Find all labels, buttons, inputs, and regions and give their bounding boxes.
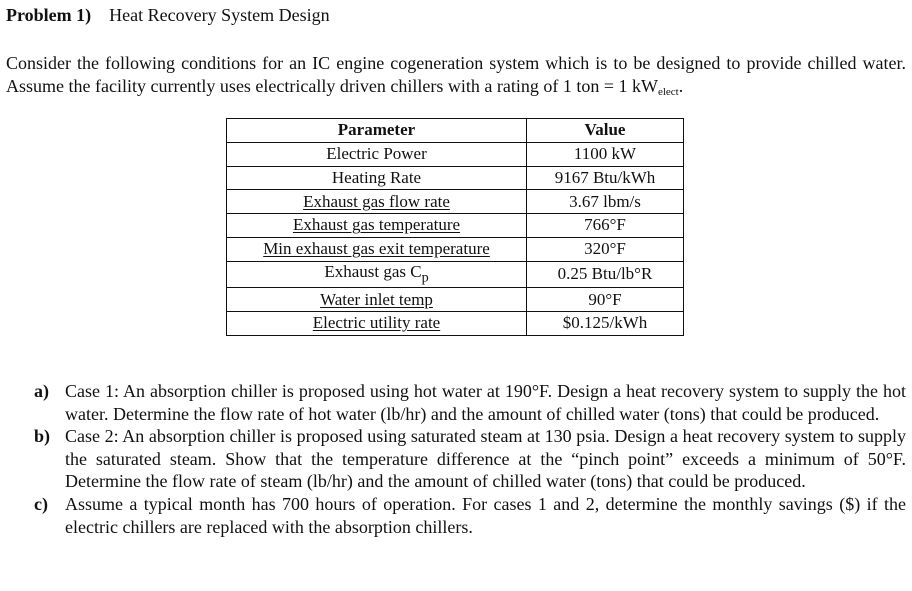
param-cell: Electric Power [227, 142, 527, 166]
question-text: Case 1: An absorption chiller is proposed using hot water at 190°F. Design a heat recovery system to supply the hot water. Determine the flow rate of hot water (lb/hr) and the amount of chilled water (tons) that could be produced. [65, 381, 906, 424]
value-cell: $0.125/kWh [527, 312, 684, 336]
problem-heading [6, 4, 330, 26]
question-a [34, 380, 906, 425]
intro-end: . [678, 76, 684, 96]
question-label: c) [34, 493, 48, 514]
question-text: Case 2: An absorption chiller is proposed using saturated steam at 130 psia. Design a heat recovery system to supply the saturated steam. Show that the temperature difference at the “pinch point” exceeds a minimum of 50°F. Determine the flow rate of steam (lb/hr) and the amount of chilled water (tons) that could be produced. [65, 426, 906, 492]
value-cell: 1100 kW [527, 142, 684, 166]
problem-number: Problem 1) [6, 5, 92, 25]
question-label: b) [34, 426, 51, 447]
param-cell [227, 214, 527, 238]
parameters-table [226, 118, 684, 336]
question-label: a) [34, 381, 49, 401]
value-cell: 766°F [527, 214, 684, 238]
table-row [227, 237, 684, 261]
param-cell [227, 261, 527, 288]
problem-title: Heat Recovery System Design [109, 5, 330, 25]
param-cell [227, 237, 527, 261]
questions-list [34, 380, 906, 538]
header-parameter: Parameter [227, 119, 527, 143]
param-cell [227, 190, 527, 214]
table-row [227, 166, 684, 190]
value-cell: 0.25 Btu/lb°R [527, 261, 684, 288]
intro-text: Consider the following conditions for an IC engine cogeneration system which is to be designed to provide chilled water. Assume the facility currently uses electrically driven chillers with a rating of 1 ton = 1 kW [6, 53, 906, 96]
param-text: Exhaust gas flow rate [303, 191, 450, 211]
table-header-row [227, 119, 684, 143]
intro-paragraph [6, 52, 906, 104]
value-cell: 3.67 lbm/s [527, 190, 684, 214]
table-row [227, 261, 684, 288]
table-row [227, 190, 684, 214]
table-row [227, 312, 684, 336]
value-cell: 320°F [527, 237, 684, 261]
param-text: Min exhaust gas exit temperature [263, 239, 490, 259]
header-value: Value [527, 119, 684, 143]
value-cell: 90°F [527, 288, 684, 312]
param-cell [227, 288, 527, 312]
table-row [227, 288, 684, 312]
question-b [34, 425, 906, 493]
table-row [227, 142, 684, 166]
question-text: Assume a typical month has 700 hours of operation. For cases 1 and 2, determine the monthly savings ($) if the electric chillers are replaced with the absorption chillers. [65, 493, 906, 537]
param-text: Electric utility rate [312, 313, 441, 333]
param-text: Exhaust gas temperature [292, 215, 461, 235]
value-cell: 9167 Btu/kWh [527, 166, 684, 190]
intro-subscript: elect [657, 86, 679, 98]
param-cell [227, 312, 527, 336]
param-cell: Heating Rate [227, 166, 527, 190]
question-c [34, 493, 906, 538]
table-row [227, 214, 684, 238]
param-subscript: p [421, 269, 429, 286]
param-text: Water inlet temp [320, 289, 433, 309]
param-text: Exhaust gas C [324, 261, 422, 281]
